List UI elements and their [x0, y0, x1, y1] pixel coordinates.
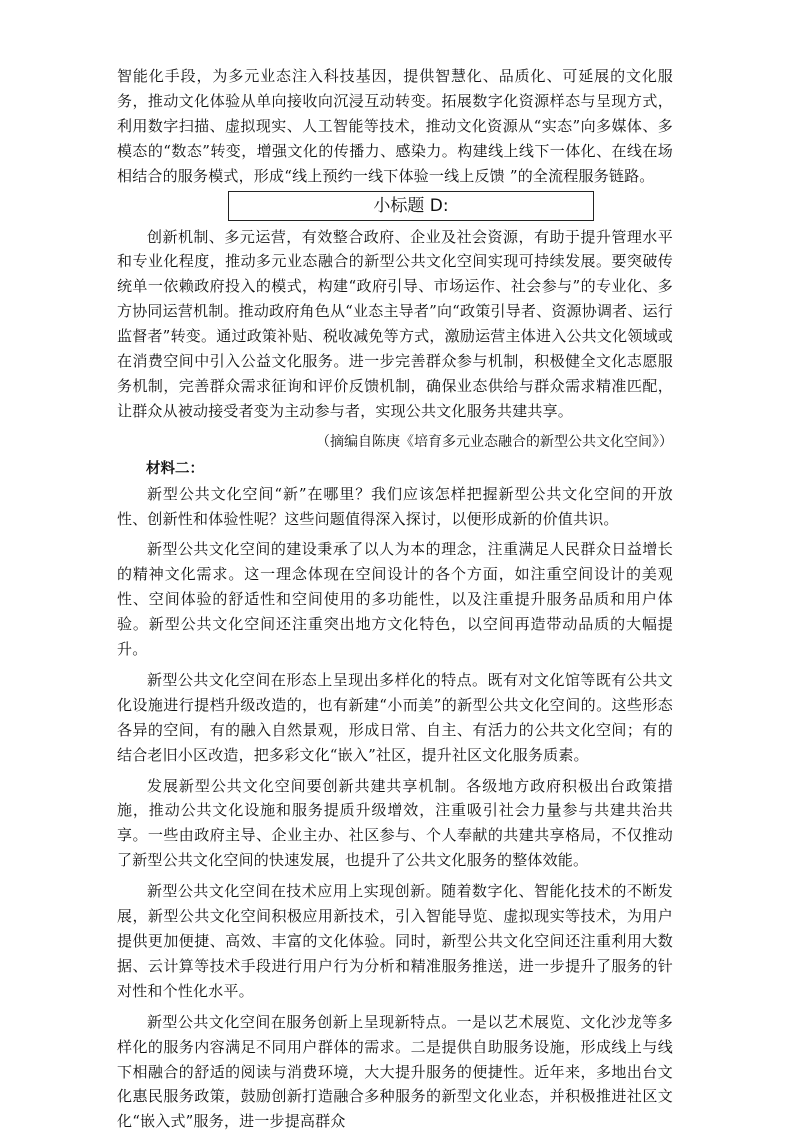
material-two-paragraph-4: 发展新型公共文化空间要创新共建共享机制。各级地方政府积极出台政策措施，推动公共文化设施和服务提质升级增效，注重吸引社会力量参与共建共治共享。一些由政府主导、企业主办、社区参与、个人奉献的共建共享格局，不仅推动了新型公共文化空间的快速发展，也提升了公共文化服务的整体效能。 [117, 776, 673, 870]
material-one-continuation: 智能化手段，为多元业态注入科技基因，提供智慧化、品质化、可延展的文化服务，推动文化体验从单向接收向沉浸互动转变。拓展数字化资源样态与呈现方式，利用数字扫描、虚拟现实、人工智能等技术，推动文化资源从“实态”向多媒体、多模态的“数态”转变，增强文化的传播力、感染力。构建线上线下一体化、在线在场相结合的服务模式，形成“线上预约一线下体验一线上反馈 ”的全流程服务链路。 [117, 67, 673, 185]
paragraph-d: 创新机制、多元运营，有效整合政府、企业及社会资源，有助于提升管理水平和专业化程度，推动多元业态融合的新型公共文化空间实现可持续发展。要突破传统单一依赖政府投入的模式，构建“政府引导、市场运作、社会参与”的专业化、多方协同运营机制。推动政府角色从“业态主导者”向“政策引导者、资源协调者、运行监督者”转变。通过政策补贴、税收减免等方式，激励运营主体进入公共文化领域或在消费空间中引入公益文化服务。进一步完善群众参与机制，积极健全文化志愿服务机制，完善群众需求征询和评价反馈机制，确保业态供给与群众需求精准匹配，让群众从被动接受者变为主动参与者，实现公共文化服务共建共享。 [117, 227, 673, 420]
material-two-paragraph-3: 新型公共文化空间在形态上呈现出多样化的特点。既有对文化馆等既有公共文化设施进行提档升级改造的，也有新建“小而美”的新型公共文化空间的。这些形态各异的空间，有的融入自然景观，形成日常、自主、有活力的公共文化空间；有的结合老旧小区改造，把多彩文化“嵌入”社区，提升社区文化服务质素。 [117, 670, 673, 764]
page-content [117, 64, 673, 1134]
material-two-paragraph-5: 新型公共文化空间在技术应用上实现创新。随着数字化、智能化技术的不断发展，新型公共文化空间积极应用新技术，引入智能导览、虚拟现实等技术，为用户提供更加便捷、高效、丰富的文化体验。同时，新型公共文化空间还注重利用大数据、云计算等技术手段进行用户行为分析和精准服务推送，进一步提升了服务的针对性和个性化水平。 [117, 882, 673, 1000]
material-two-paragraph-1: 新型公共文化空间“新”在哪里？我们应该怎样把握新型公共文化空间的开放性、创新性和体验性呢？这些问题值得深入探讨，以便形成新的价值共识。 [117, 484, 673, 528]
subtitle-d-box: 小标题 D: [228, 191, 594, 221]
material-two-paragraph-2: 新型公共文化空间的建设秉承了以人为本的理念，注重满足人民群众日益增长的精神文化需求。这一理念体现在空间设计的各个方面，如注重空间设计的美观性、空间体验的舒适性和空间使用的多功能性，以及注重提升服务品质和用户体验。新型公共文化空间还注重突出地方文化特色，以空间再造带动品质的大幅提升。 [117, 540, 673, 659]
source-citation: （摘编自陈庚《培育多元业态融合的新型公共文化空间》） [316, 433, 673, 450]
material-two-label: 材料二： [146, 460, 204, 477]
material-two-paragraph-6: 新型公共文化空间在服务创新上呈现新特点。一是以艺术展览、文化沙龙等多样化的服务内容满足不同用户群体的需求。二是提供自助服务设施，形成线上与线下相融合的舒适的阅读与消费环境，大大提升服务的便捷性。近年来，多地出台文化惠民服务政策，鼓励创新打造融合多种服务的新型文化业态，并积极推进社区文化“嵌入式”服务，进一步提高群众 [117, 1012, 673, 1131]
